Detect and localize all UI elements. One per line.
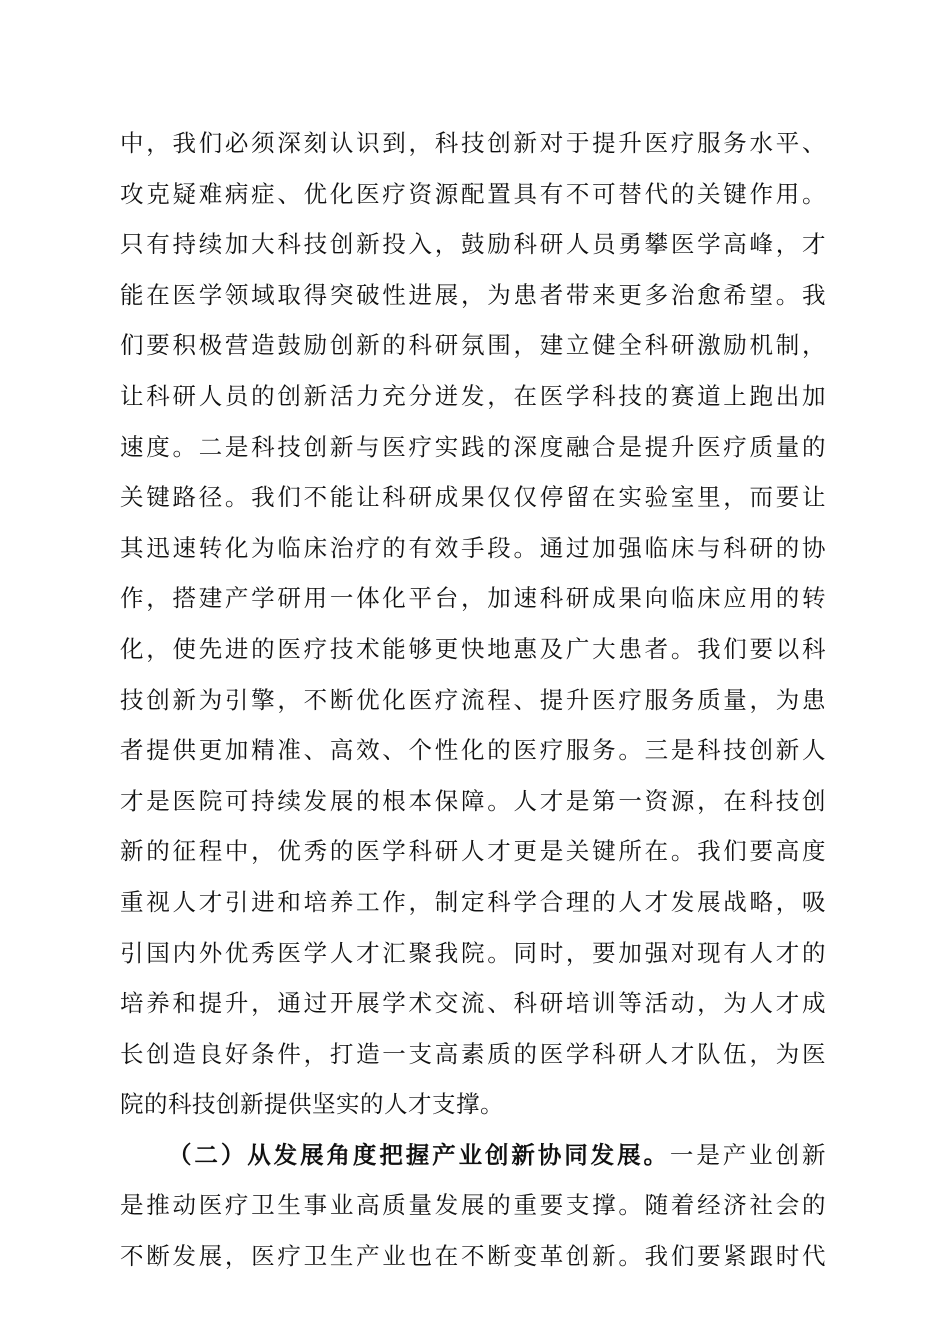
text-line: 速度。二是科技创新与医疗实践的深度融合是提升医疗质量的 [120,432,826,461]
text-line: 长创造良好条件，打造一支高素质的医学科研人才队伍，为医 [120,1039,826,1068]
text-run: 一是产业创新 [669,1140,826,1169]
text-line: 们要积极营造鼓励创新的科研氛围，建立健全科研激励机制， [120,331,826,360]
text-line: 者提供更加精准、高效、个性化的医疗服务。三是科技创新人 [120,736,826,765]
section-heading: （二）从发展角度把握产业创新协同发展。 [168,1140,670,1169]
text-line: 是推动医疗卫生事业高质量发展的重要支撑。随着经济社会的 [120,1191,826,1220]
text-line: 新的征程中，优秀的医学科研人才更是关键所在。我们要高度 [120,837,826,866]
text-line: 其迅速转化为临床治疗的有效手段。通过加强临床与科研的协 [120,533,826,562]
text-line: 引国内外优秀医学人才汇聚我院。同时，要加强对现有人才的 [120,938,826,967]
text-line: 化，使先进的医疗技术能够更快地惠及广大患者。我们要以科 [120,634,826,663]
paragraph-2 [120,1130,826,1282]
text-line: 中，我们必须深刻认识到，科技创新对于提升医疗服务水平、 [120,129,826,157]
text-line: 才是医院可持续发展的根本保障。人才是第一资源，在科技创 [120,786,826,815]
text-line: 不断发展，医疗卫生产业也在不断变革创新。我们要紧跟时代 [120,1242,826,1271]
text-line: 关键路径。我们不能让科研成果仅仅停留在实验室里，而要让 [120,483,826,512]
text-line: 培养和提升，通过开展学术交流、科研培训等活动，为人才成 [120,989,826,1018]
text-line: 能在医学领域取得突破性进展，为患者带来更多治愈希望。我 [120,280,826,309]
text-line: 技创新为引擎，不断优化医疗流程、提升医疗服务质量，为患 [120,685,826,714]
text-line [120,1130,826,1181]
text-line: 攻克疑难病症、优化医疗资源配置具有不可替代的关键作用。 [120,179,826,208]
text-line: 重视人才引进和培养工作，制定科学合理的人才发展战略，吸 [120,887,826,916]
paragraph-1 [120,118,826,1130]
text-line: 作，搭建产学研用一体化平台，加速科研成果向临床应用的转 [120,584,826,613]
text-line: 让科研人员的创新活力充分迸发，在医学科技的赛道上跑出加 [120,381,826,410]
body-text [120,118,826,1282]
text-line: 只有持续加大科技创新投入，鼓励科研人员勇攀医学高峰，才 [120,230,826,259]
text-line: 院的科技创新提供坚实的人才支撑。 [120,1090,504,1119]
